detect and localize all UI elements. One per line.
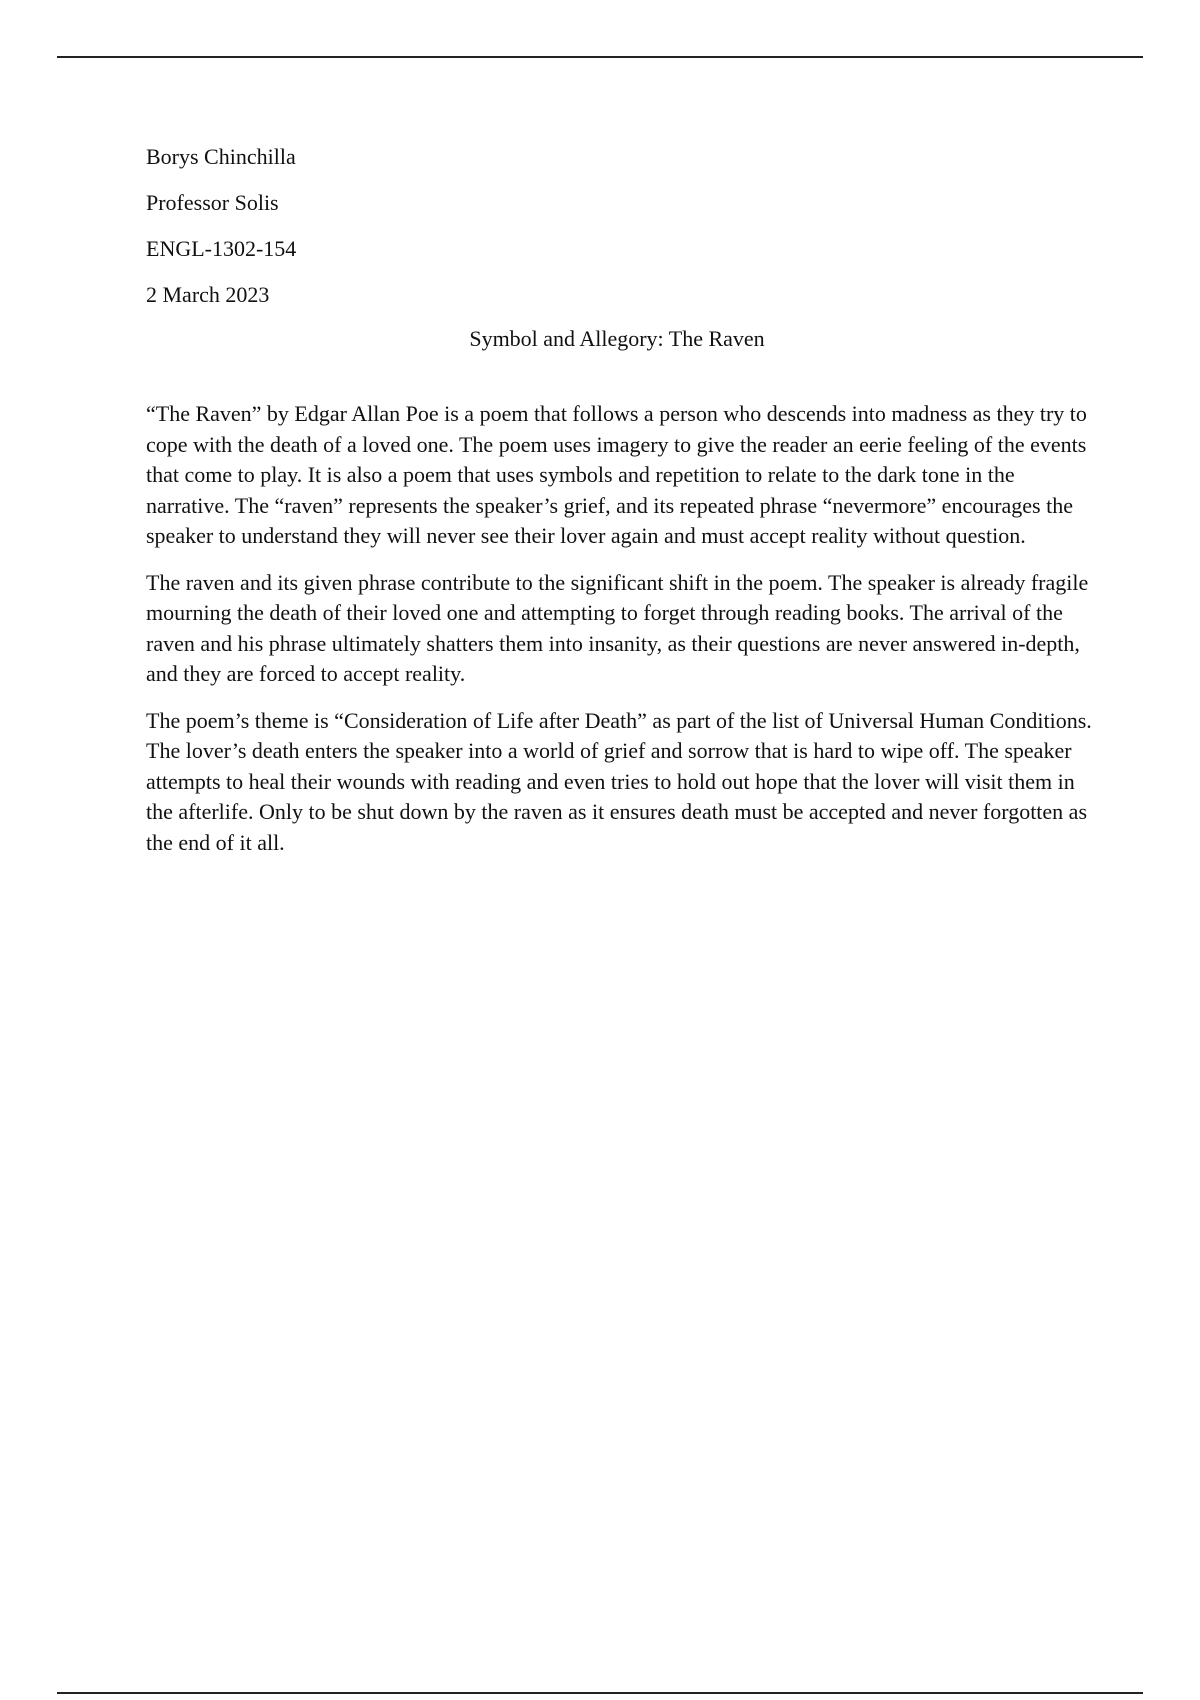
document-date: 2 March 2023 [146, 282, 270, 307]
document-page [146, 143, 1096, 874]
top-page-border [57, 56, 1143, 58]
paragraph-2: The raven and its given phrase contribute to the significant shift in the poem. The speaker is already fragile mourning the death of their loved one and attempting to forget through reading books. The arrival of the raven and his phrase ultimately shatters them into insanity, as their questions are never answered in-depth, and they are forced to accept reality. [146, 569, 1089, 686]
author-name: Borys Chinchilla [146, 144, 296, 169]
document-title: Symbol and Allegory: The Raven [469, 326, 765, 351]
paragraph-1: “The Raven” by Edgar Allan Poe is a poem that follows a person who descends into madness as they try to cope with the death of a loved one. The poem uses imagery to give the reader an eerie feeling of the events that come to play. It is also a poem that uses symbols and repetition to relate to the dark tone in the narrative. The “raven” represents the speaker’s grief, and its repeated phrase “nevermore” encourages the speaker to understand they will never see their lover again and must accept reality without question. [146, 401, 1087, 548]
professor-name: Professor Solis [146, 190, 279, 215]
paragraph-3: The poem’s theme is “Consideration of Life after Death” as part of the list of Universal Human Conditions. The lover’s death enters the speaker into a world of grief and sorrow that is hard to wipe off. The speaker attempts to heal their wounds with reading and even tries to hold out hope that the lover will visit them in the afterlife. Only to be shut down by the raven as it ensures death must be accepted and never forgotten as the end of it all. [146, 707, 1092, 855]
course-code: ENGL-1302-154 [146, 236, 297, 261]
bottom-page-border [57, 1692, 1143, 1694]
